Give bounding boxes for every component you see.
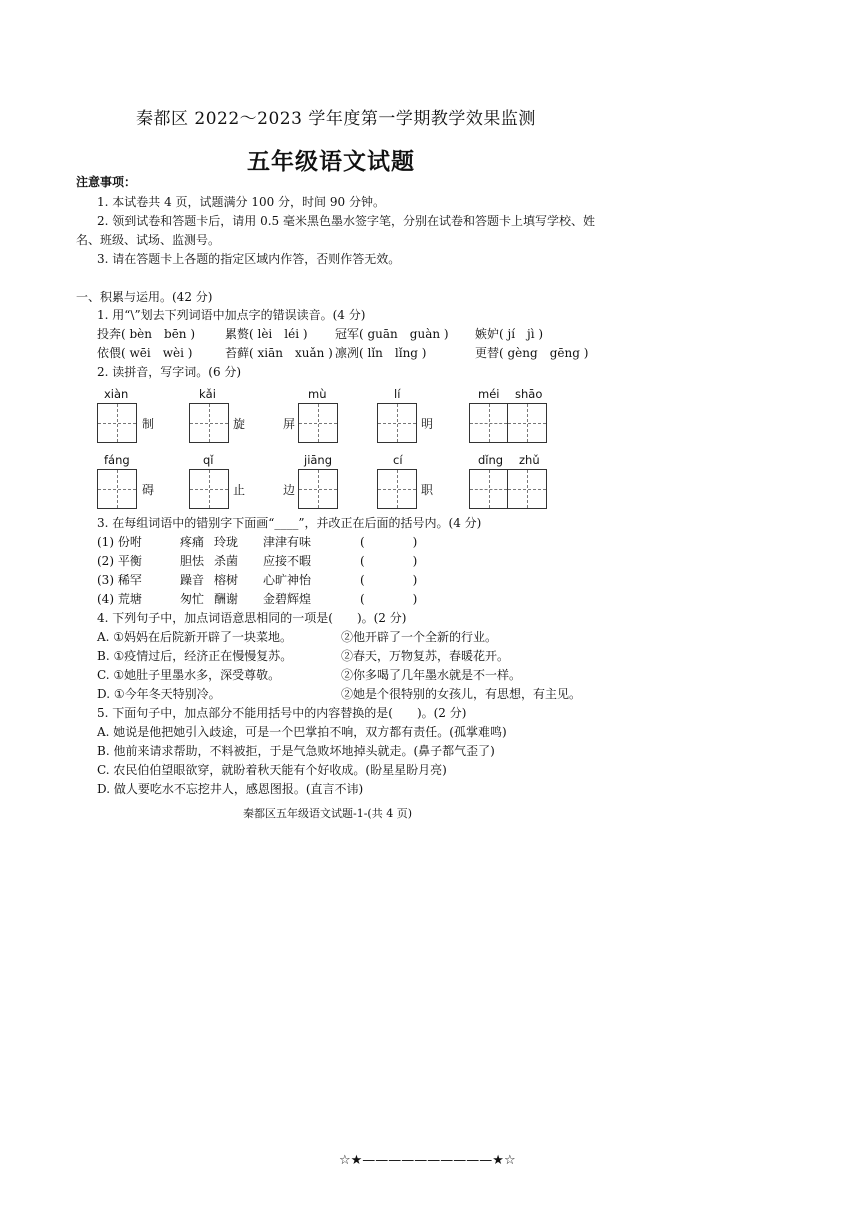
word-item: 榕树 xyxy=(214,573,239,587)
pinyin-label: mù xyxy=(308,387,327,401)
writing-box[interactable] xyxy=(377,469,417,509)
answer-paren[interactable]: ( ) xyxy=(360,554,418,568)
writing-box[interactable] xyxy=(97,469,137,509)
notice-item: 1. 本试卷共 4 页，试题满分 100 分，时间 90 分钟。 xyxy=(97,195,385,209)
pinyin-label: cí xyxy=(393,453,403,467)
pinyin-label: jiāng xyxy=(304,453,333,467)
notice-heading: 注意事项： xyxy=(76,175,137,189)
option-a-right: ②他开辟了一个全新的行业。 xyxy=(341,630,498,644)
word-item: 应接不暇 xyxy=(263,554,312,568)
question-5-prompt: 5. 下面句子中，加点部分不能用括号中的内容替换的是( )。(2 分) xyxy=(97,706,467,720)
word-item: 玲珑 xyxy=(214,535,239,549)
word-item: (4) 荒塘 xyxy=(97,592,142,606)
answer-paren[interactable]: ( ) xyxy=(360,573,418,587)
word-item: 津津有味 xyxy=(263,535,312,549)
notice-item: 名、班级、试场、监测号。 xyxy=(76,233,221,247)
pronunciation-item: 投奔( bèn bēn ) xyxy=(97,327,196,341)
pinyin-label: xiàn xyxy=(104,387,129,401)
answer-paren[interactable]: ( ) xyxy=(360,535,418,549)
word-item: 杀菌 xyxy=(214,554,239,568)
pinyin-label: fáng xyxy=(104,453,130,467)
section-heading: 一、积累与运用。(42 分) xyxy=(76,290,213,304)
question-3-prompt: 3. 在每组词语中的错别字下面画“____”，并改正在后面的括号内。(4 分) xyxy=(97,516,482,530)
option-c-right: ②你多喝了几年墨水就是不一样。 xyxy=(341,668,522,682)
pronunciation-item: 苔藓( xiān xuǎn ) xyxy=(225,346,333,360)
pronunciation-item: 更替( gèng gēng ) xyxy=(475,346,589,360)
option-b-right: ②春天，万物复苏，春暖花开。 xyxy=(341,649,510,663)
word-item: 躁音 xyxy=(180,573,205,587)
option-a: A. 她说是他把她引入歧途，可是一个巴掌拍不响，双方都有责任。(孤掌难鸣) xyxy=(97,725,507,739)
pronunciation-item: 凛冽( lǐn lǐng ) xyxy=(335,346,427,360)
pinyin-label: zhǔ xyxy=(519,453,540,467)
exam-header: 秦都区 2022～2023 学年度第一学期教学效果监测 xyxy=(136,109,536,129)
writing-box[interactable] xyxy=(189,403,229,443)
notice-item: 2. 领到试卷和答题卡后，请用 0.5 毫米黑色墨水签字笔，分别在试卷和答题卡上填写学校、姓 xyxy=(97,214,595,228)
answer-paren[interactable]: ( ) xyxy=(360,592,418,606)
given-char: 明 xyxy=(421,417,434,431)
pronunciation-item: 累赘( lèi léi ) xyxy=(225,327,308,341)
pronunciation-item: 冠军( guān guàn ) xyxy=(335,327,449,341)
word-item: (1) 份咐 xyxy=(97,535,142,549)
option-d-right: ②她是个很特别的女孩儿，有思想，有主见。 xyxy=(341,687,582,701)
given-char: 边 xyxy=(283,483,296,497)
option-c-left: C. ①她肚子里墨水多，深受尊敬。 xyxy=(97,668,281,682)
writing-box[interactable] xyxy=(298,403,338,443)
word-item: 金碧辉煌 xyxy=(263,592,312,606)
word-item: 胆怯 xyxy=(180,554,205,568)
question-4-prompt: 4. 下列句子中，加点词语意思相同的一项是( )。(2 分) xyxy=(97,611,407,625)
word-item: 匆忙 xyxy=(180,592,205,606)
given-char: 碍 xyxy=(142,483,155,497)
decorative-ornament: ☆★——————————★☆ xyxy=(339,1153,516,1168)
writing-box[interactable] xyxy=(469,403,547,443)
given-char: 屏 xyxy=(283,417,296,431)
option-b-left: B. ①疫情过后，经济正在慢慢复苏。 xyxy=(97,649,293,663)
pinyin-label: lí xyxy=(394,387,401,401)
option-d-left: D. ①今年冬天特别冷。 xyxy=(97,687,221,701)
notice-item: 3. 请在答题卡上各题的指定区域内作答，否则作答无效。 xyxy=(97,252,401,266)
page-title: 五年级语文试题 xyxy=(247,148,415,175)
option-a-left: A. ①妈妈在后院新开辟了一块菜地。 xyxy=(97,630,293,644)
pronunciation-item: 依偎( wēi wèi ) xyxy=(97,346,193,360)
given-char: 职 xyxy=(421,483,434,497)
page-footer: 秦都区五年级语文试题-1-(共 4 页) xyxy=(243,807,413,820)
option-c: C. 农民伯伯望眼欲穿，就盼着秋天能有个好收成。(盼星星盼月亮) xyxy=(97,763,447,777)
word-item: 酬谢 xyxy=(214,592,239,606)
given-char: 止 xyxy=(233,483,246,497)
given-char: 制 xyxy=(142,417,155,431)
word-item: 疼痛 xyxy=(180,535,205,549)
question-2-prompt: 2. 读拼音，写字词。(6 分) xyxy=(97,365,242,379)
writing-box[interactable] xyxy=(469,469,547,509)
pinyin-label: dǐng xyxy=(478,453,504,467)
writing-box[interactable] xyxy=(189,469,229,509)
pinyin-label: shāo xyxy=(515,387,543,401)
pronunciation-item: 嫉妒( jí jì ) xyxy=(475,327,544,341)
option-d: D. 做人要吃水不忘挖井人，感恩图报。(直言不讳) xyxy=(97,782,364,796)
writing-box[interactable] xyxy=(377,403,417,443)
writing-box[interactable] xyxy=(97,403,137,443)
pinyin-label: qǐ xyxy=(203,453,214,467)
pinyin-label: méi xyxy=(478,387,500,401)
question-1-prompt: 1. 用“\”划去下列词语中加点字的错误读音。(4 分) xyxy=(97,308,366,322)
pinyin-label: kǎi xyxy=(199,387,216,401)
word-item: 心旷神怡 xyxy=(263,573,312,587)
writing-box[interactable] xyxy=(298,469,338,509)
option-b: B. 他前来请求帮助，不料被拒，于是气急败坏地掉头就走。(鼻子都气歪了) xyxy=(97,744,495,758)
given-char: 旋 xyxy=(233,417,246,431)
word-item: (2) 平衡 xyxy=(97,554,142,568)
word-item: (3) 稀罕 xyxy=(97,573,142,587)
